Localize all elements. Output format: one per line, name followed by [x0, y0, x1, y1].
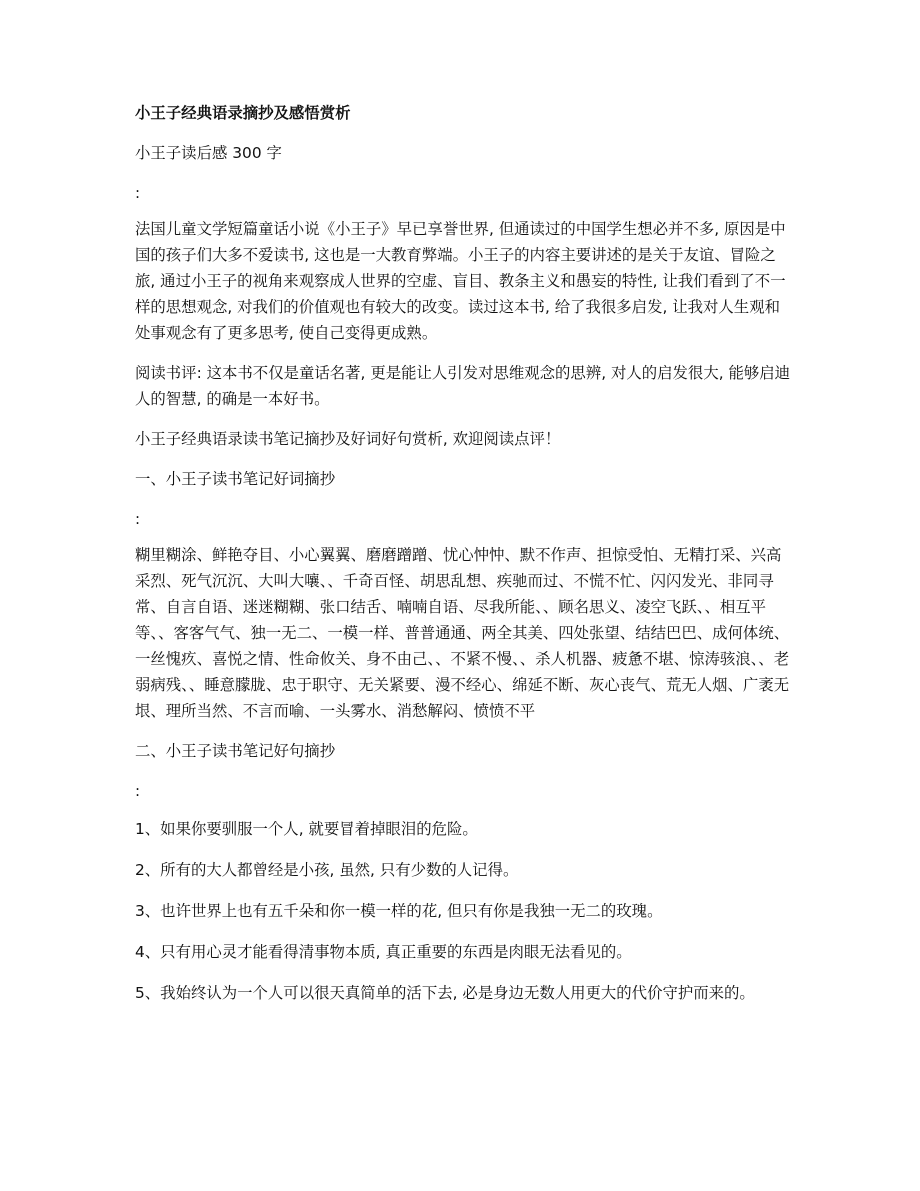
- invite-line: 小王子经典语录读书笔记摘抄及好词好句赏析, 欢迎阅读点评！: [135, 430, 561, 448]
- quote-item: 2、所有的大人都曾经是小孩, 虽然, 只有少数的人记得。: [135, 861, 519, 879]
- document-subtitle: 小王子读后感 300 字: [135, 144, 282, 162]
- words-paragraph: 糊里糊涂、鲜艳夺目、小心翼翼、磨磨蹭蹭、忧心忡忡、默不作声、担惊受怕、无精打采、兴高采烈、死气沉沉、大叫大嚷、、千奇百怪、胡思乱想、疾驰而过、不慌不忙、闪闪发光、非同寻常、自言自语、迷迷糊糊、张口结舌、喃喃自语、尽我所能、、顾名思义、凌空飞跃、、相互平等、、客客气气、独一无二、一模一样、普普通通、两全其美、四处张望、结结巴巴、成何体统、一丝愧疚、喜悦之情、性命攸关、身不由己、、不紧不慢、、杀人机器、疲惫不堪、惊涛骇浪、、老弱病残、、睡意朦胧、忠于职守、无关紧要、漫不经心、绵延不断、灰心丧气、荒无人烟、广袤无垠、理所当然、不言而喻、一头雾水、消愁解闷、愤愤不平: [135, 546, 790, 720]
- quote-item: 4、只有用心灵才能看得清事物本质, 真正重要的东西是肉眼无法看见的。: [135, 943, 632, 961]
- colon-mark: :: [135, 184, 141, 202]
- document-page: [135, 100, 795, 1021]
- intro-paragraph: 法国儿童文学短篇童话小说《小王子》早已享誉世界, 但通读过的中国学生想必并不多, 原因是中国的孩子们大多不爱读书, 这也是一大教育弊端。小王子的内容主要讲述的是关于友谊、冒险之旅, 通过小王子的视角来观察成人世界的空虚、盲目、教条主义和愚妄的特性, 让我们看到了不一样的思想观念, 对我们的价值观也有较大的改变。读过这本书, 给了我很多启发, 让我对人生观和处事观念有了更多思考, 使自己变得更成熟。: [135, 220, 786, 342]
- quote-item: 1、如果你要驯服一个人, 就要冒着掉眼泪的危险。: [135, 820, 478, 838]
- document-title: 小王子经典语录摘抄及感悟赏析: [135, 104, 351, 122]
- colon-mark: :: [135, 782, 141, 800]
- section-heading-sentences: 二、小王子读书笔记好句摘抄: [135, 742, 336, 760]
- quote-item: 3、也许世界上也有五千朵和你一模一样的花, 但只有你是我独一无二的玫瑰。: [135, 902, 663, 920]
- colon-mark: :: [135, 510, 141, 528]
- quote-item: 5、我始终认为一个人可以很天真简单的活下去, 必是身边无数人用更大的代价守护而来的。: [135, 984, 755, 1002]
- section-heading-words: 一、小王子读书笔记好词摘抄: [135, 470, 336, 488]
- review-paragraph: 阅读书评: 这本书不仅是童话名著, 更是能让人引发对思维观念的思辨, 对人的启发很大, 能够启迪人的智慧, 的确是一本好书。: [135, 364, 791, 408]
